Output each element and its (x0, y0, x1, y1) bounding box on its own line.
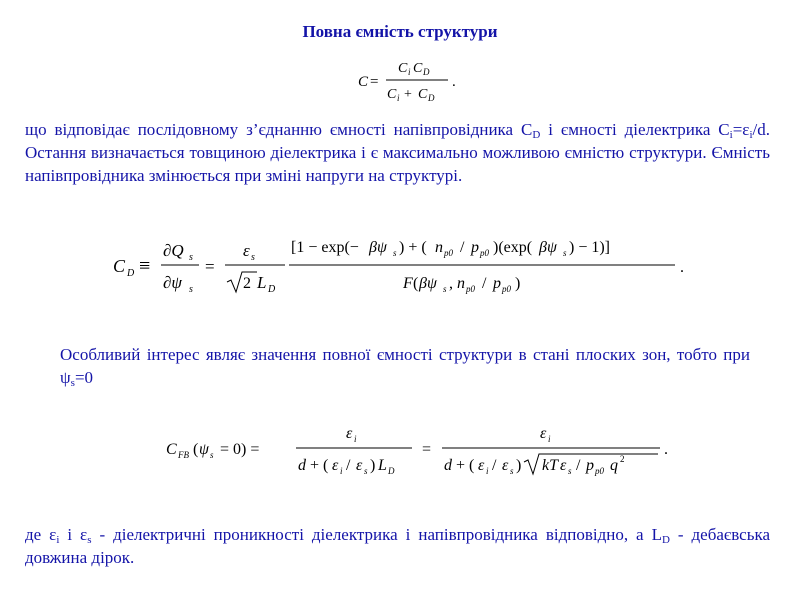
svg-text:p0: p0 (595, 466, 604, 476)
svg-text:[1 − exp(−: [1 − exp(− (291, 239, 359, 256)
svg-text:,: , (449, 275, 453, 292)
svg-text:βψ: βψ (369, 239, 387, 256)
svg-text:/: / (346, 457, 351, 474)
svg-text:s: s (568, 466, 572, 476)
svg-text:p: p (493, 275, 501, 292)
svg-text:C: C (113, 256, 126, 276)
svg-text:.: . (680, 259, 684, 276)
svg-text:C: C (398, 61, 408, 76)
svg-text:∂ψ: ∂ψ (163, 273, 182, 292)
svg-text:.: . (452, 74, 456, 90)
svg-text:ε: ε (346, 425, 353, 442)
svg-text:i: i (354, 434, 357, 444)
svg-text:s: s (443, 284, 447, 294)
svg-text:n: n (457, 275, 465, 292)
svg-text:d: d (444, 457, 452, 474)
svg-text:s: s (563, 248, 567, 258)
svg-text:= 0) =: = 0) = (220, 441, 260, 458)
svg-text:ε: ε (540, 425, 547, 442)
svg-text:L: L (378, 457, 387, 474)
paragraph-definitions: де $\varepsilon_i$ і $\varepsilon_s$ - діелектричні проникності діелектрика і напівпровідника відповідно, а $L_D$ - дебаєвська довжина дірок. (25, 525, 770, 567)
svg-text:i: i (486, 466, 489, 476)
svg-text:): ) (515, 275, 521, 292)
svg-text:2: 2 (620, 454, 625, 464)
svg-text:ε: ε (243, 241, 250, 260)
svg-text:i: i (408, 67, 411, 77)
svg-text:p0: p0 (466, 284, 475, 294)
svg-text:D: D (423, 67, 430, 77)
svg-text:i: i (548, 434, 551, 444)
svg-text:p: p (586, 457, 594, 474)
svg-text:≡: ≡ (139, 255, 151, 277)
svg-text:.: . (664, 441, 668, 458)
svg-text:ψ: ψ (199, 441, 209, 458)
svg-text:=: = (205, 257, 215, 276)
svg-text:) − 1)]: ) − 1)] (569, 239, 611, 256)
svg-text:ε: ε (478, 457, 485, 474)
svg-text:D: D (428, 93, 435, 103)
svg-text:(: ( (193, 441, 199, 458)
svg-text:s: s (189, 284, 193, 295)
svg-text:=: = (370, 74, 379, 90)
svg-text:p0: p0 (444, 248, 453, 258)
svg-text:q: q (610, 457, 618, 474)
svg-text:p0: p0 (502, 284, 511, 294)
svg-text:D: D (268, 284, 276, 295)
svg-text:s: s (510, 466, 514, 476)
svg-text:F: F (403, 275, 413, 292)
svg-text:D: D (388, 466, 395, 476)
svg-text:D: D (127, 268, 135, 279)
svg-text:/: / (460, 239, 465, 256)
svg-text:C: C (413, 61, 423, 76)
svg-text:p: p (471, 239, 479, 256)
svg-text:) + (: ) + ( (399, 239, 427, 256)
svg-text:=: = (422, 441, 432, 458)
svg-text:ε: ε (332, 457, 339, 474)
svg-text:s: s (210, 450, 214, 460)
svg-text:ε: ε (502, 457, 509, 474)
svg-text:+: + (404, 87, 412, 102)
svg-text:/: / (576, 457, 581, 474)
svg-text:/: / (482, 275, 487, 292)
svg-text:d: d (298, 457, 306, 474)
svg-text:+ (: + ( (456, 457, 475, 474)
svg-text:i: i (340, 466, 343, 476)
svg-text:kT: kT (542, 457, 558, 474)
svg-text:s: s (251, 252, 255, 263)
svg-text:FB: FB (178, 450, 189, 460)
svg-text:C: C (387, 87, 397, 102)
svg-text:ε: ε (356, 457, 363, 474)
paragraph-flat-band: Особливий інтерес являє значення повної ємності структури в стані плоских зон, тобто при $\psi_s=0$ (60, 345, 750, 389)
svg-text:C: C (418, 87, 428, 102)
svg-text:C: C (358, 74, 369, 90)
svg-text:2: 2 (243, 275, 251, 292)
svg-text:): ) (370, 457, 376, 474)
svg-text:C: C (166, 441, 177, 458)
svg-text:s: s (189, 252, 193, 263)
svg-text:s: s (364, 466, 368, 476)
svg-text:n: n (435, 239, 443, 256)
svg-text:L: L (257, 273, 267, 292)
svg-text:∂Q: ∂Q (163, 241, 184, 260)
svg-text:p0: p0 (480, 248, 489, 258)
svg-text:(: ( (413, 275, 419, 292)
paragraph-series-connection: що відповідає послідовному з’єднанню ємності напівпровідника $C_D$ і ємності діелектрика $C_i=\varepsilon_i/d$. Остання визначається товщиною діелектрика і є максимально можливою ємністю структури. Ємність напівпровідника змінюється при зміні напруги на структурі. (25, 120, 770, 185)
svg-text:/: / (492, 457, 497, 474)
svg-text:ε: ε (560, 457, 567, 474)
svg-text:i: i (397, 93, 400, 103)
equation-flat-band-capacitance (160, 420, 680, 490)
page-title: Повна ємність структури (302, 22, 498, 41)
svg-text:s: s (393, 248, 397, 258)
svg-text:): ) (516, 457, 522, 474)
equation-semiconductor-capacitance (105, 228, 705, 300)
svg-text:βψ: βψ (419, 275, 437, 292)
svg-text:βψ: βψ (539, 239, 557, 256)
svg-text:+ (: + ( (310, 457, 329, 474)
svg-text:)(exp(: )(exp( (493, 239, 533, 256)
equation-series-capacitance (340, 52, 480, 108)
